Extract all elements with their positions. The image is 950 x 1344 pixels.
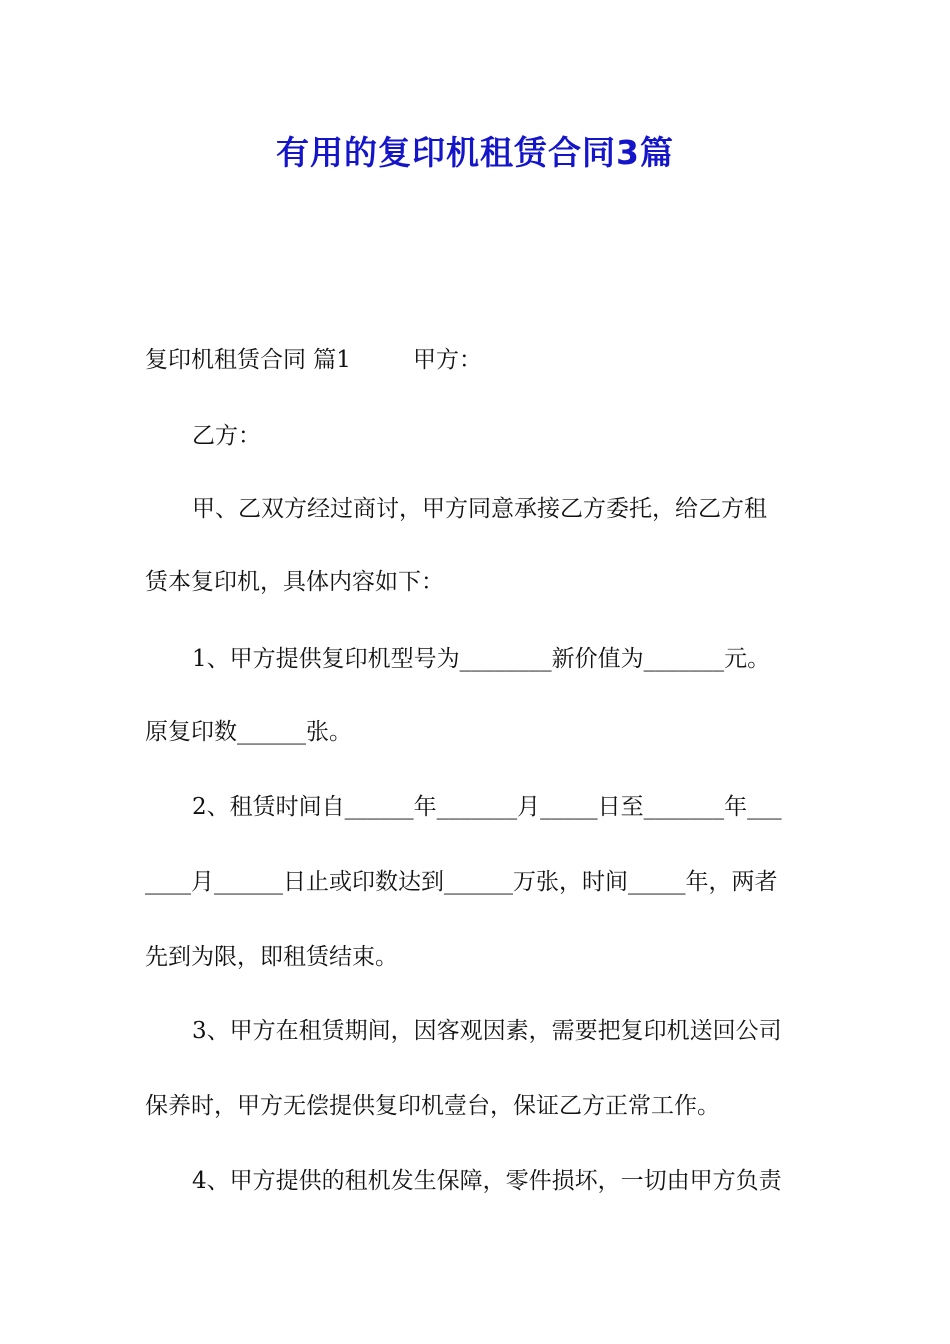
paragraph-line: 赁本复印机，具体内容如下： bbox=[145, 569, 444, 595]
party-b-label: 乙方： bbox=[192, 423, 261, 449]
clause-2-line: 先到为限，即租赁结束。 bbox=[145, 944, 398, 970]
clause-4-line: 4、甲方提供的租机发生保障，零件损坏，一切由甲方负责 bbox=[192, 1168, 782, 1194]
clause-3-line: 3、甲方在租赁期间，因客观因素，需要把复印机送回公司 bbox=[192, 1018, 782, 1044]
clause-2-line: ____月______日止或印数达到______万张，时间_____年，两者 bbox=[145, 869, 778, 895]
clause-1-line: 1、甲方提供复印机型号为________新价值为_______元。 bbox=[192, 646, 771, 672]
paragraph-line: 甲、乙双方经过商讨，甲方同意承接乙方委托，给乙方租 bbox=[192, 496, 767, 522]
party-a-label: 甲方： bbox=[412, 347, 482, 373]
clause-2-line: 2、租赁时间自______年_______月_____日至_______年___ bbox=[192, 794, 782, 820]
document-title: 有用的复印机租赁合同3篇 bbox=[276, 133, 674, 172]
clause-3-line: 保养时，甲方无偿提供复印机壹台，保证乙方正常工作。 bbox=[145, 1093, 720, 1119]
contract-heading: 复印机租赁合同 篇1 bbox=[145, 347, 351, 373]
contract-heading-line bbox=[145, 344, 815, 376]
clause-1-line: 原复印数______张。 bbox=[145, 719, 352, 745]
